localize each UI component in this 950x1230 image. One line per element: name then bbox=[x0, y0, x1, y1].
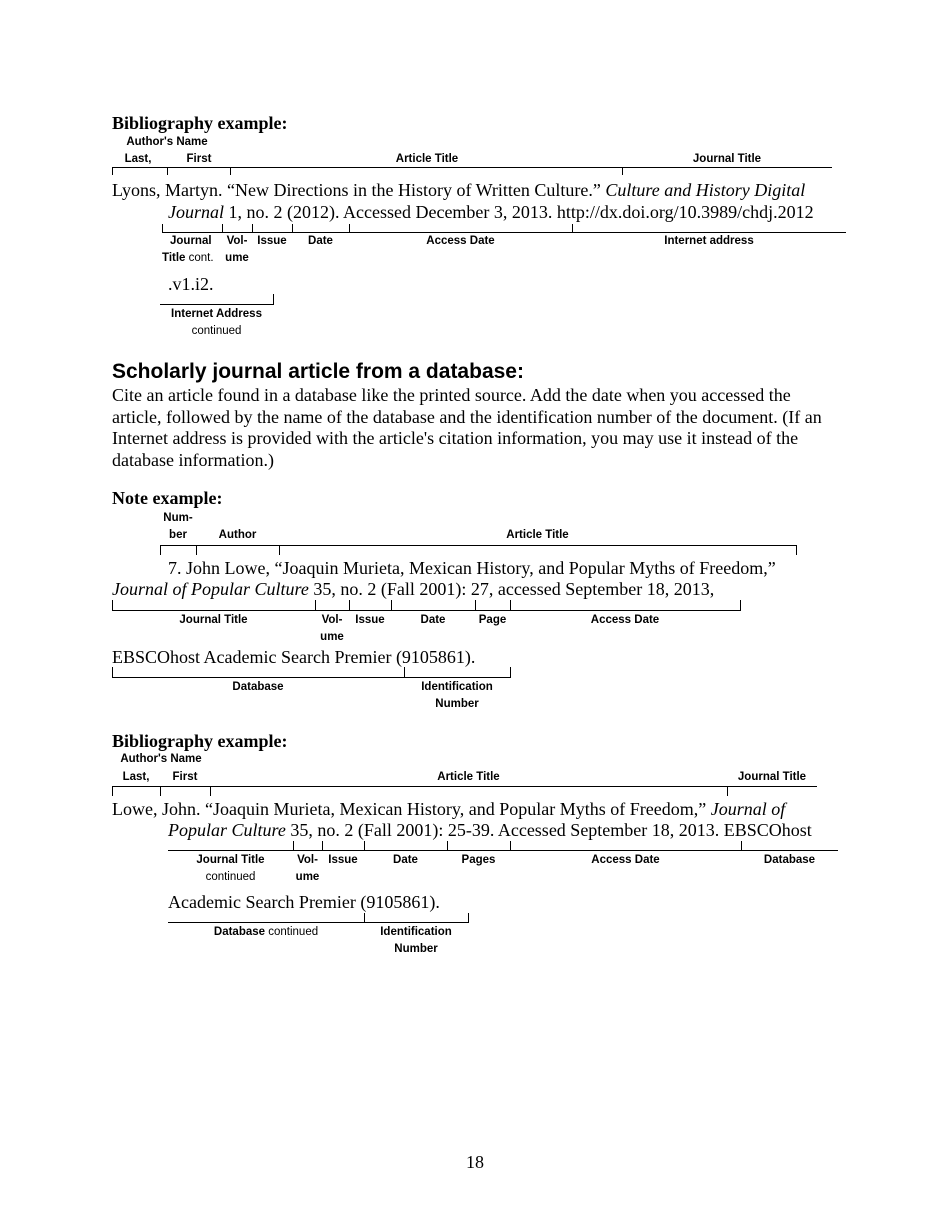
bib2-label-last: Last, bbox=[122, 771, 150, 783]
bib1-label-internet-address: Internet address bbox=[664, 235, 754, 247]
bib1-bottom-brackets bbox=[162, 224, 846, 233]
note-bottom-brackets bbox=[112, 600, 741, 611]
note-label-author: Author bbox=[218, 529, 257, 541]
bib2-label-database: Database bbox=[763, 854, 816, 866]
bib2-label-author-name: Author's Name bbox=[120, 753, 202, 765]
bib2-label-journal-title-cont: Journal Title continued bbox=[196, 854, 265, 883]
bib2-label-identification-number: Identification Number bbox=[380, 926, 452, 955]
database-section-heading: Scholarly journal article from a database: bbox=[112, 360, 524, 383]
bib2-heading: Bibliography example: bbox=[112, 731, 288, 751]
note-label-volume: Vol- ume bbox=[320, 614, 344, 643]
note-label-number: Num- ber bbox=[163, 512, 193, 541]
bib1-heading: Bibliography example: bbox=[112, 113, 288, 133]
bib1-citation-line2: Journal 1, no. 2 (2012). Accessed December 3, 2013. http://dx.doi.org/10.3989/chdj.2012 bbox=[168, 202, 814, 222]
bib2-label-date: Date bbox=[393, 854, 418, 866]
bib1-label-last: Last, bbox=[124, 153, 152, 165]
bib2-label-database-cont: Database continued bbox=[213, 926, 319, 938]
bib1-label-date: Date bbox=[308, 235, 333, 247]
note-citation-line1: 7. John Lowe, “Joaquin Murieta, Mexican History, and Popular Myths of Freedom,” bbox=[168, 558, 776, 578]
note-label-access-date: Access Date bbox=[590, 614, 660, 626]
bib1-top-brackets bbox=[112, 167, 832, 175]
page-number: 18 bbox=[466, 1152, 484, 1172]
note-label-issue: Issue bbox=[355, 614, 385, 626]
note-citation-line3: EBSCOhost Academic Search Premier (9105861). bbox=[112, 647, 476, 667]
note-citation-line2: Journal of Popular Culture 35, no. 2 (Fall 2001): 27, accessed September 18, 2013, bbox=[112, 579, 715, 599]
note-label-article-title: Article Title bbox=[506, 529, 569, 541]
bib1-label-journal-title: Journal Title bbox=[692, 153, 762, 165]
bib1-citation-line3: .v1.i2. bbox=[168, 274, 214, 294]
note-top-brackets bbox=[160, 545, 797, 555]
bib2-label-access-date: Access Date bbox=[591, 854, 660, 866]
bib1-label-internet-address-cont: Internet Address continued bbox=[171, 308, 262, 337]
bib1-citation-line1: Lyons, Martyn. “New Directions in the History of Written Culture.” Culture and History Digital bbox=[112, 180, 806, 200]
bib2-label-article-title: Article Title bbox=[437, 771, 500, 783]
note-label-identification-number: Identification Number bbox=[421, 681, 493, 710]
note-label-page: Page bbox=[478, 614, 507, 626]
bib2-citation-line3: Academic Search Premier (9105861). bbox=[168, 892, 440, 912]
bib2-citation-line2: Popular Culture 35, no. 2 (Fall 2001): 25-39. Accessed September 18, 2013. EBSCOhost bbox=[168, 820, 812, 840]
note-label-database: Database bbox=[232, 681, 284, 693]
bib2-bottom-brackets bbox=[168, 841, 838, 851]
bib2-label-first: First bbox=[172, 771, 198, 783]
bib1-label-journal-title-cont: Journal Title cont. bbox=[162, 235, 214, 264]
bib2-label-issue: Issue bbox=[328, 854, 358, 866]
bib1-label-access-date: Access Date bbox=[426, 235, 495, 247]
bib1-label-article-title: Article Title bbox=[395, 153, 459, 165]
note-label-journal-title: Journal Title bbox=[179, 614, 248, 626]
bib2-label-volume: Vol- ume bbox=[295, 854, 320, 883]
bib2-label-pages: Pages bbox=[461, 854, 496, 866]
bib1-label-issue: Issue bbox=[257, 235, 287, 247]
bib1-label-first: First bbox=[186, 153, 212, 165]
note-heading: Note example: bbox=[112, 488, 223, 508]
bib1-label-volume: Vol- ume bbox=[225, 235, 249, 264]
bib1-label-author-name: Author's Name bbox=[126, 136, 208, 148]
bib2-top-brackets bbox=[112, 786, 817, 796]
database-section-paragraph: Cite an article found in a database like the printed source. Add the date when you accessed the article, followed by the name of the database and the identification number of the document. (If an Internet address is provided with the article's citation information, you may use it instead of the database information.) bbox=[112, 385, 822, 470]
bib2-line3-brackets bbox=[168, 913, 469, 923]
bib2-label-journal-title: Journal Title bbox=[737, 771, 807, 783]
bib1-line3-bracket bbox=[160, 294, 274, 305]
bib2-citation-line1: Lowe, John. “Joaquin Murieta, Mexican History, and Popular Myths of Freedom,” Journal of bbox=[112, 799, 786, 819]
note-label-date: Date bbox=[420, 614, 446, 626]
note-line3-brackets bbox=[112, 667, 511, 678]
